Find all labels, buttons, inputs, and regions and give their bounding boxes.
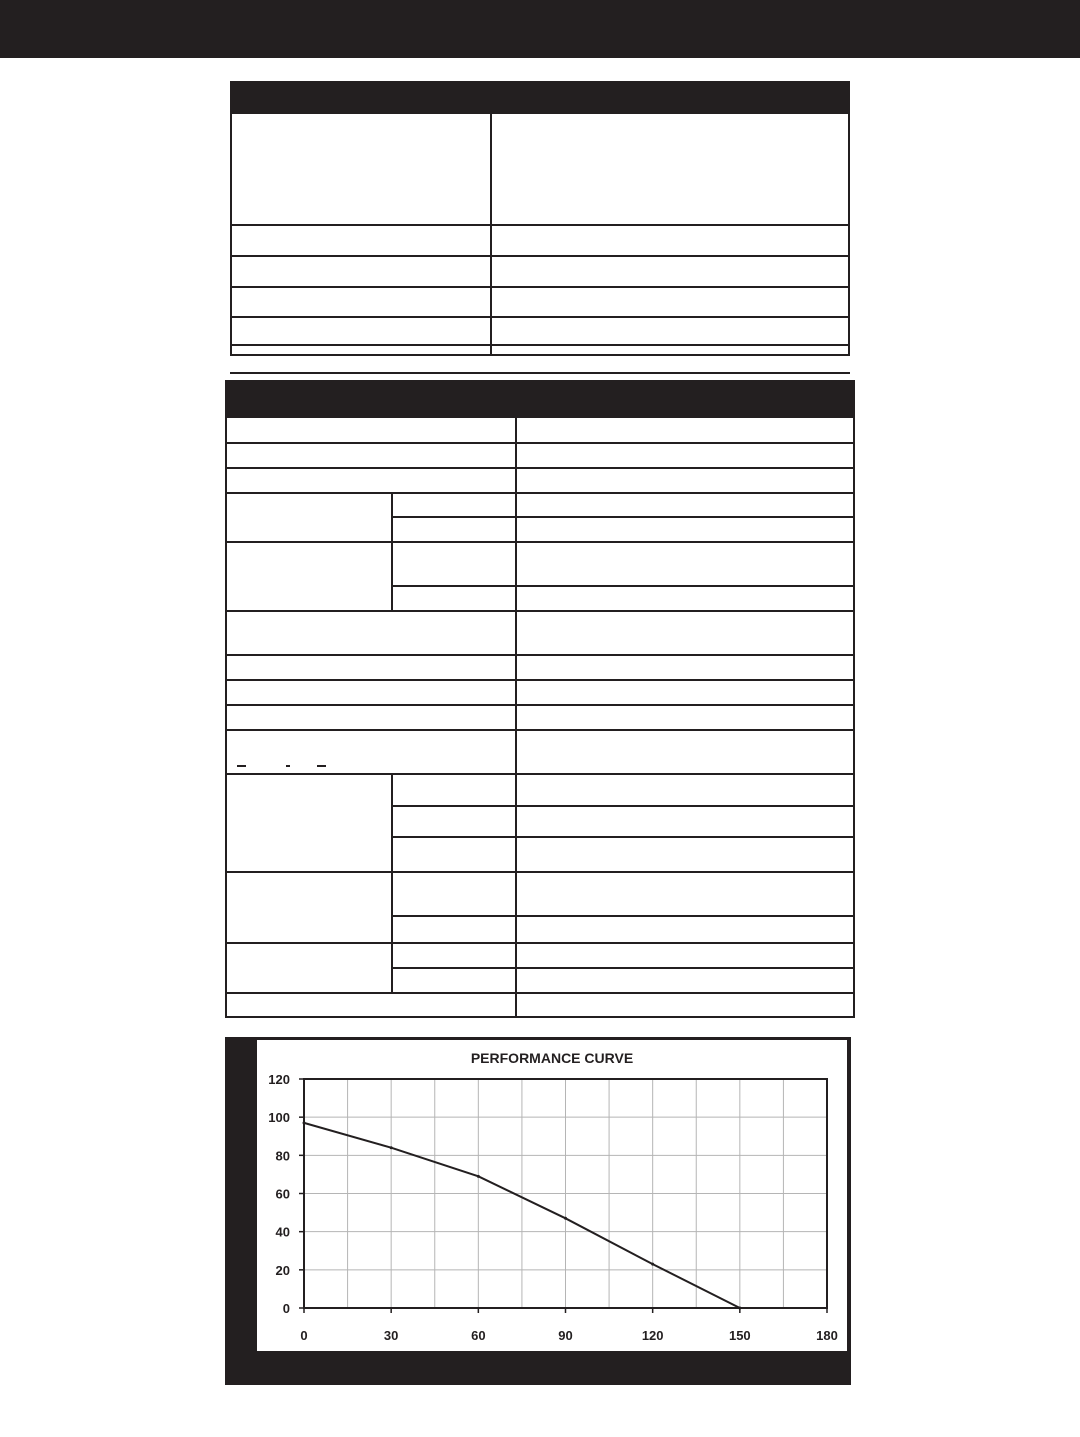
table-subrow-divider: [391, 967, 855, 969]
table-row-divider: [230, 255, 850, 257]
table-row-divider: [230, 286, 850, 288]
table-subrow-divider: [391, 836, 855, 838]
table-row-divider: [225, 442, 855, 444]
underline-mark: [286, 765, 290, 767]
x-tick-label: 0: [300, 1328, 308, 1343]
top-banner: [0, 0, 1080, 58]
spec-table-1-column-divider: [490, 114, 492, 354]
table-row-divider: [225, 467, 855, 469]
performance-curve-point: [477, 1175, 480, 1178]
table-subrow-divider: [391, 585, 855, 587]
spec-table-2-column-divider: [515, 418, 517, 1018]
table-row-divider: [225, 492, 855, 494]
y-tick-label: 100: [268, 1110, 290, 1126]
y-tick-label: 80: [275, 1148, 290, 1164]
underline-mark: [237, 765, 246, 767]
table-row-divider: [225, 679, 855, 681]
spec-table-1: [230, 81, 850, 356]
y-tick-label: 60: [275, 1186, 290, 1202]
table-row-divider: [230, 224, 850, 226]
performance-chart: [257, 1040, 847, 1351]
sub-column-divider: [391, 774, 393, 873]
table-subrow-divider: [391, 915, 855, 917]
underline-mark: [317, 765, 326, 767]
y-tick-label: 0: [282, 1301, 290, 1316]
performance-curve-point: [738, 1307, 741, 1310]
table-row-divider: [225, 541, 855, 543]
spec-table-2: [225, 380, 855, 1018]
spec-table-2-body: [225, 418, 855, 1018]
y-tick-label: 20: [275, 1262, 290, 1278]
table-row-divider: [225, 942, 855, 944]
sub-column-divider: [391, 542, 393, 611]
spec-table-2-header: [225, 380, 855, 418]
performance-chart-panel: [257, 1040, 847, 1351]
x-tick-label: 150: [728, 1328, 751, 1343]
x-tick-label: 30: [383, 1328, 399, 1343]
table-row-divider: [225, 704, 855, 706]
performance-curve-point: [390, 1146, 393, 1149]
table-row-divider: [230, 344, 850, 346]
table-row-divider: [225, 610, 855, 612]
x-tick-label: 90: [558, 1328, 573, 1343]
x-tick-label: 180: [816, 1328, 838, 1343]
table-row-divider: [230, 372, 850, 374]
x-tick-label: 120: [641, 1328, 664, 1343]
table-subrow-divider: [391, 516, 855, 518]
performance-chart-frame: [225, 1037, 851, 1385]
table-row-divider: [225, 773, 855, 775]
table-row-divider: [225, 992, 855, 994]
table-row-divider: [230, 316, 850, 318]
table-row-divider: [225, 871, 855, 873]
y-tick-label: 40: [275, 1224, 290, 1240]
table-row-divider: [225, 654, 855, 656]
spec-table-1-header: [230, 81, 850, 114]
performance-curve-point: [303, 1121, 306, 1124]
chart-title: PERFORMANCE CURVE: [470, 1050, 634, 1066]
performance-curve-point: [564, 1217, 567, 1220]
performance-curve-point: [651, 1263, 654, 1266]
sub-column-divider: [391, 872, 393, 944]
y-tick-label: 120: [268, 1072, 290, 1087]
table-subrow-divider: [391, 805, 855, 807]
table-row-divider: [225, 729, 855, 731]
sub-column-divider: [391, 493, 393, 543]
x-tick-label: 60: [471, 1328, 486, 1343]
spec-table-1-body: [230, 114, 850, 356]
